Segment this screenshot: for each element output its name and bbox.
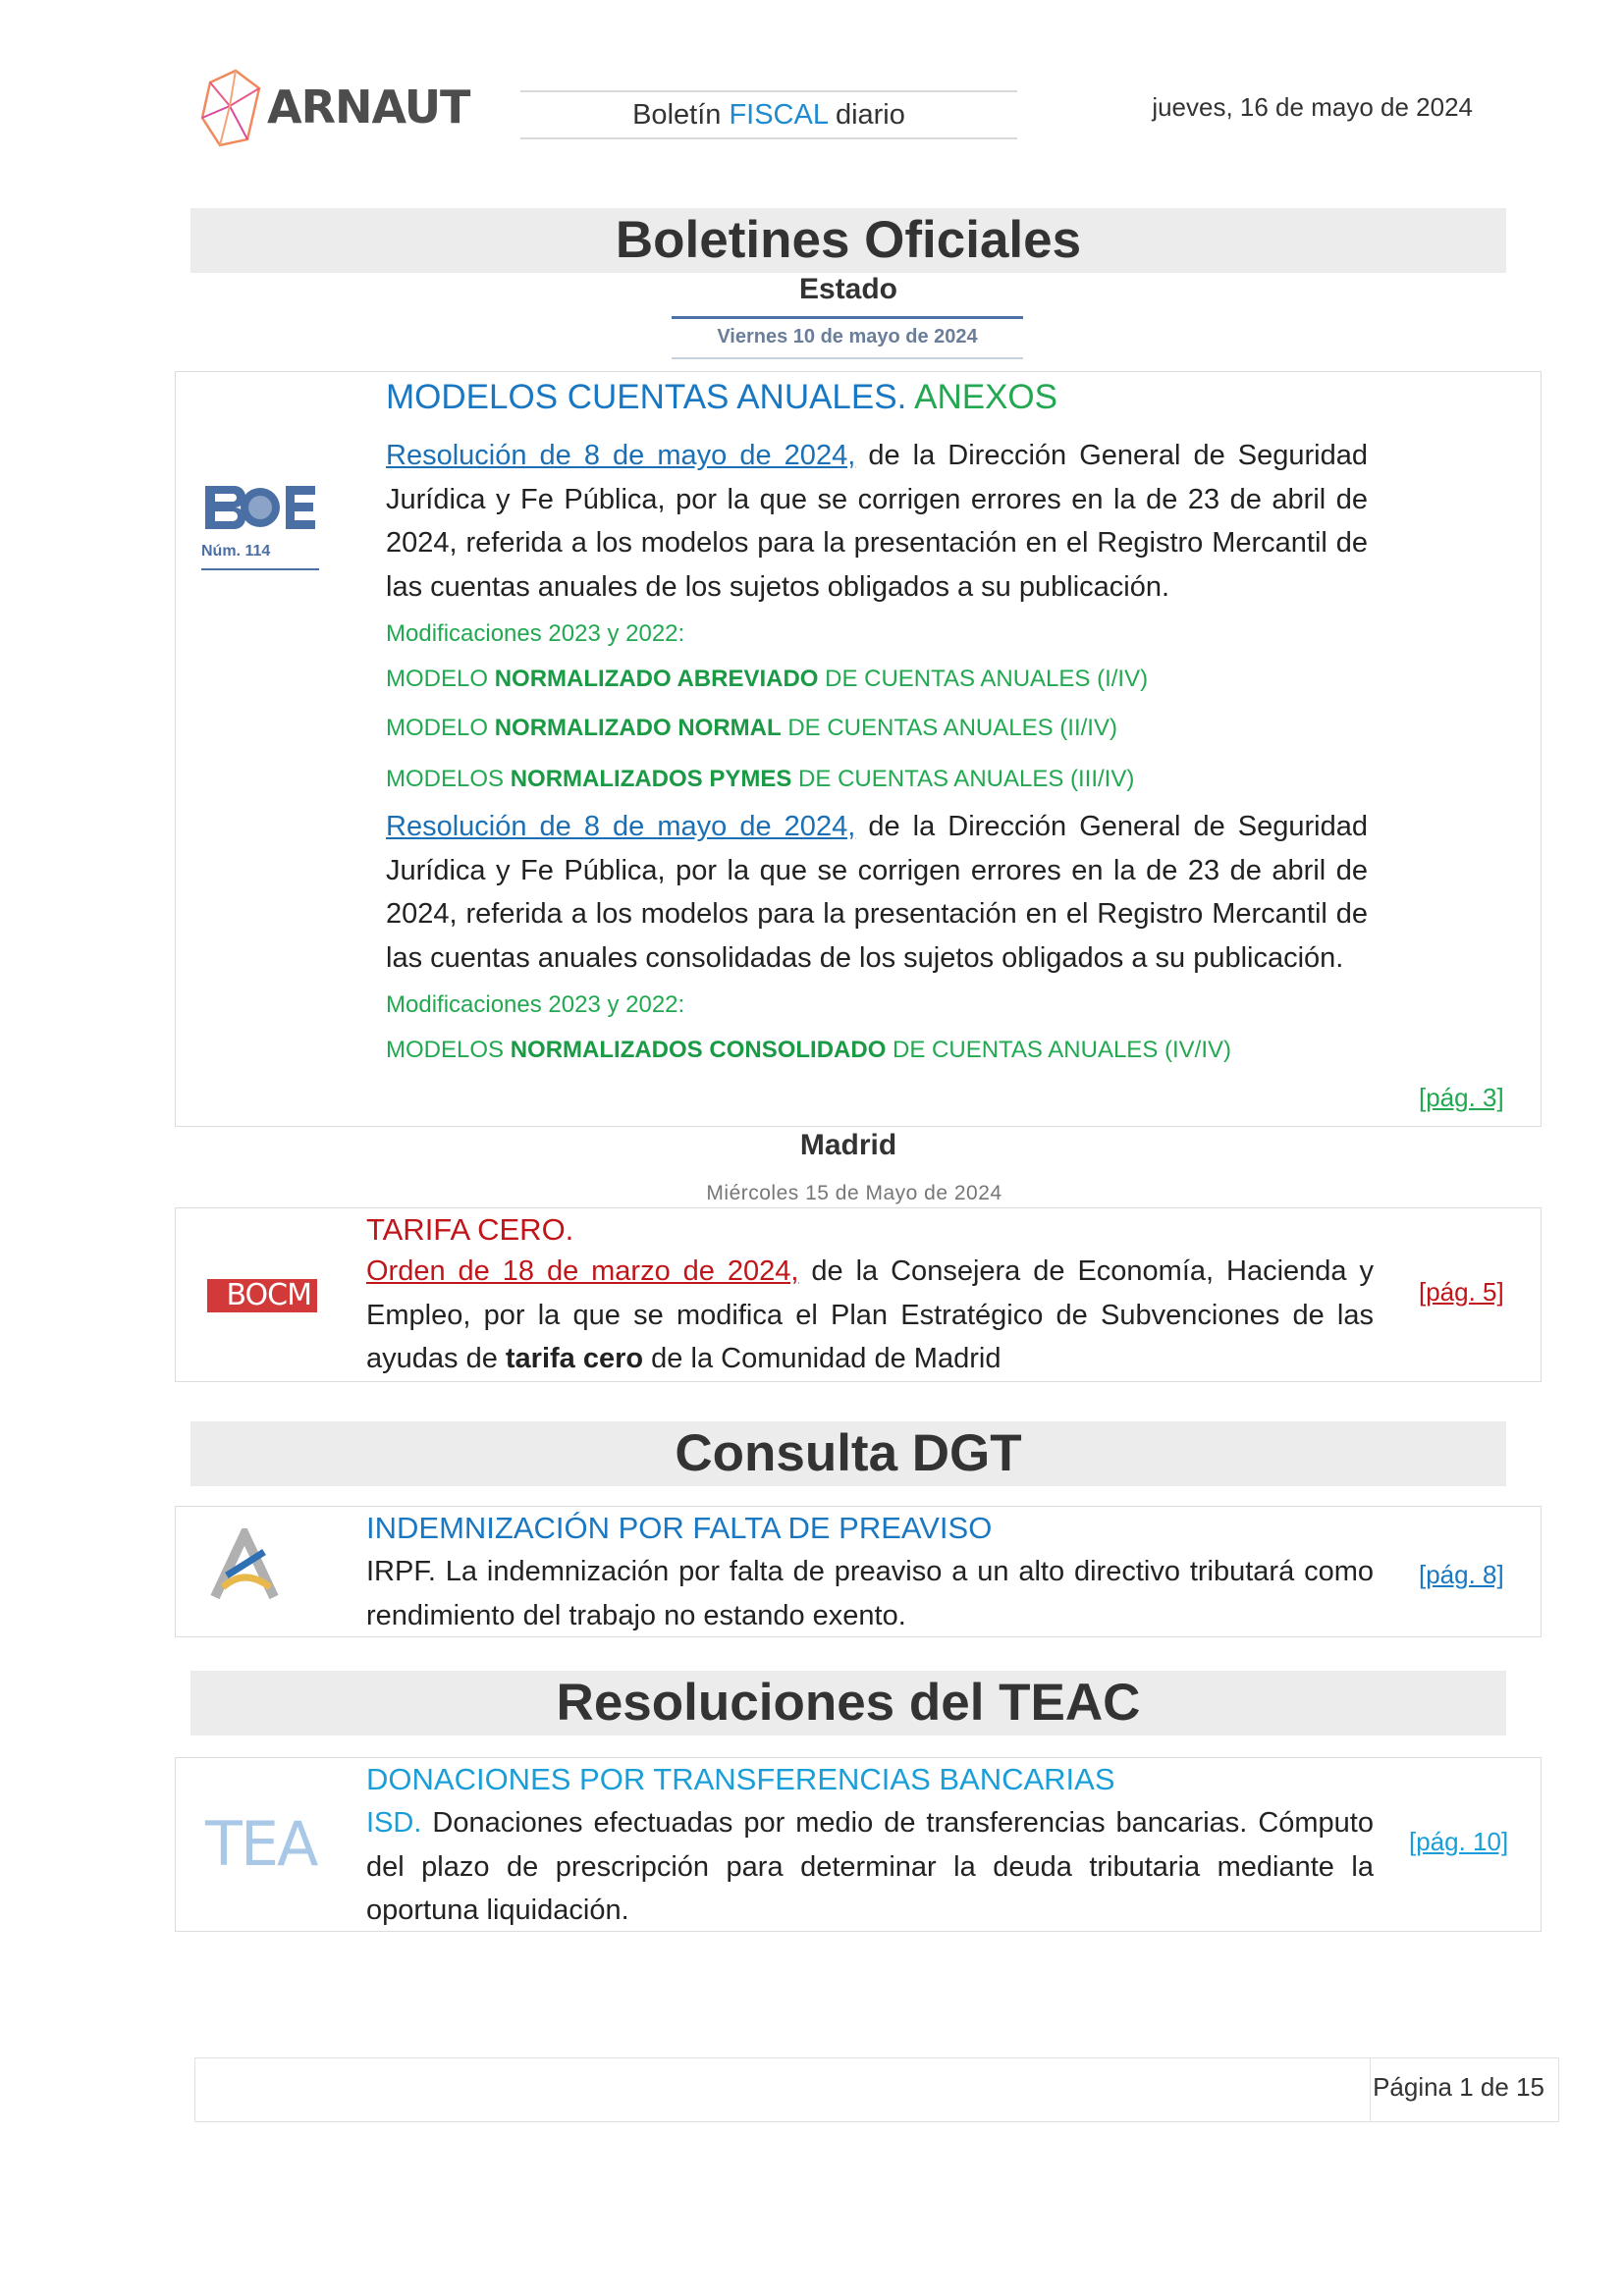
boe-content xyxy=(386,372,1368,1070)
resolution-2-text: de la Dirección General de Seguridad Jurídica y Fe Pública, por la que se corrigen errores en la de 23 de abril de 2024, referida a los modelos para la presentación en el Registro Mercantil de las cuentas anuales consolidadas de los sujetos obligados a su publicación. xyxy=(386,811,1369,974)
teac-title: DONACIONES POR TRANSFERENCIAS BANCARIAS xyxy=(366,1762,1115,1796)
resolution-2 xyxy=(386,805,1368,980)
resolution-2-link[interactable]: Resolución de 8 de mayo de 2024, xyxy=(386,811,856,842)
page-ref-10[interactable]: [pág. 10] xyxy=(1409,1827,1509,1856)
bulletin-title xyxy=(520,90,1017,139)
bulletin-prefix: Boletín xyxy=(632,99,730,131)
mods-label-1: Modificaciones 2023 y 2022: xyxy=(386,620,685,647)
bocm-title: TARIFA CERO. xyxy=(366,1212,574,1247)
model-4-suffix: DE CUENTAS ANUALES (IV/IV) xyxy=(886,1037,1231,1063)
boe-number: Núm. 114 xyxy=(201,543,271,560)
page-number: Página 1 de 15 xyxy=(1373,2072,1544,2102)
boe-logo xyxy=(201,482,319,590)
dgt-card xyxy=(175,1506,1542,1637)
section-resoluciones-teac: Resoluciones del TEAC xyxy=(190,1671,1506,1735)
teac-text xyxy=(366,1801,1374,1933)
bocm-order-text-1: de la Consejera de Economía, Hacienda y Empleo, por la que se modifica el Plan Estratégico de Subvenciones de las ayudas de xyxy=(366,1255,1374,1374)
resolution-1-text: de la Dirección General de Seguridad Jurídica y Fe Pública, por la que se corrigen errores en la de 23 de abril de 2024, referida a los modelos para la presentación en el Registro Mercantil de las cuentas anuales de los sujetos obligados a su publicación. xyxy=(386,440,1369,603)
bulletin-suffix: diario xyxy=(827,99,905,131)
bocm-order xyxy=(366,1250,1374,1381)
model-link-2[interactable] xyxy=(386,709,1368,748)
model-2-suffix: DE CUENTAS ANUALES (II/IV) xyxy=(781,715,1117,741)
model-4-bold: NORMALIZADOS CONSOLIDADO xyxy=(510,1037,887,1063)
resolution-1 xyxy=(386,434,1368,609)
page-ref-5[interactable]: [pág. 5] xyxy=(1419,1277,1504,1307)
bocm-card xyxy=(175,1207,1542,1382)
teac-card xyxy=(175,1757,1542,1932)
teac-text-body: Donaciones efectuadas por medio de transferencias bancarias. Cómputo del plazo de prescripción para determinar la deuda tributaria mediante la oportuna liquidación. xyxy=(366,1807,1374,1926)
tea-logo xyxy=(205,1808,327,1880)
footer-divider xyxy=(1370,2058,1371,2121)
arnaut-logo-icon xyxy=(196,63,265,151)
header-date: jueves, 16 de mayo de 2024 xyxy=(1152,92,1473,122)
arnaut-logo xyxy=(196,63,470,151)
section-consulta-dgt: Consulta DGT xyxy=(190,1421,1506,1486)
bocm-content xyxy=(366,1210,1374,1381)
model-4-prefix: MODELOS xyxy=(386,1037,511,1063)
madrid-heading: Madrid xyxy=(799,1129,897,1161)
model-link-4[interactable] xyxy=(386,1031,1368,1070)
bocm-logo xyxy=(207,1275,317,1316)
section-boletines-oficiales: Boletines Oficiales xyxy=(190,208,1506,273)
boe-underline xyxy=(201,568,319,570)
dgt-text: IRPF. La indemnización por falta de preaviso a un alto directivo tributará como rendimiento del trabajo no estando exento. xyxy=(366,1556,1374,1631)
resolution-1-link[interactable]: Resolución de 8 de mayo de 2024, xyxy=(386,440,856,471)
model-link-3[interactable] xyxy=(386,760,1368,799)
model-link-1[interactable] xyxy=(386,660,1368,699)
teac-isd: ISD. xyxy=(366,1807,422,1839)
bocm-order-link[interactable]: Orden de 18 de marzo de 2024, xyxy=(366,1255,799,1287)
model-1-suffix: DE CUENTAS ANUALES (I/IV) xyxy=(818,666,1149,692)
boe-title-annex: ANEXOS xyxy=(906,378,1057,416)
page-ref-8[interactable]: [pág. 8] xyxy=(1419,1560,1504,1589)
mods-label-2: Modificaciones 2023 y 2022: xyxy=(386,991,685,1018)
bocm-order-text-2: de la Comunidad de Madrid xyxy=(643,1343,1001,1374)
dgt-content xyxy=(366,1507,1374,1637)
teac-content xyxy=(366,1758,1374,1933)
bocm-logo-text: BOCM xyxy=(226,1278,311,1312)
model-1-prefix: MODELO xyxy=(386,666,495,692)
boe-title xyxy=(386,374,1368,428)
aeat-logo-icon xyxy=(205,1528,284,1607)
boe-logo-icon xyxy=(201,482,319,537)
model-2-prefix: MODELO xyxy=(386,715,495,741)
model-3-bold: NORMALIZADOS PYMES xyxy=(510,766,792,792)
dgt-title: INDEMNIZACIÓN POR FALTA DE PREAVISO xyxy=(366,1511,993,1545)
model-1-bold: NORMALIZADO ABREVIADO xyxy=(494,666,819,692)
bocm-order-bold: tarifa cero xyxy=(505,1343,644,1374)
bulletin-fiscal: FISCAL xyxy=(729,99,828,131)
boe-card xyxy=(175,371,1542,1127)
madrid-date: Miércoles 15 de Mayo de 2024 xyxy=(706,1182,1002,1204)
model-3-prefix: MODELOS xyxy=(386,766,511,792)
estado-date: Viernes 10 de mayo de 2024 xyxy=(672,316,1023,359)
model-3-suffix: DE CUENTAS ANUALES (III/IV) xyxy=(791,766,1135,792)
boe-title-main: MODELOS CUENTAS ANUALES. xyxy=(386,378,907,416)
estado-heading: Estado xyxy=(798,273,898,305)
model-2-bold: NORMALIZADO NORMAL xyxy=(494,715,782,741)
tea-logo-text: TEA xyxy=(205,1808,317,1880)
arnaut-wordmark: ARNAUT xyxy=(267,80,470,133)
page-ref-3[interactable]: [pág. 3] xyxy=(1419,1083,1504,1112)
footer xyxy=(194,2057,1559,2122)
